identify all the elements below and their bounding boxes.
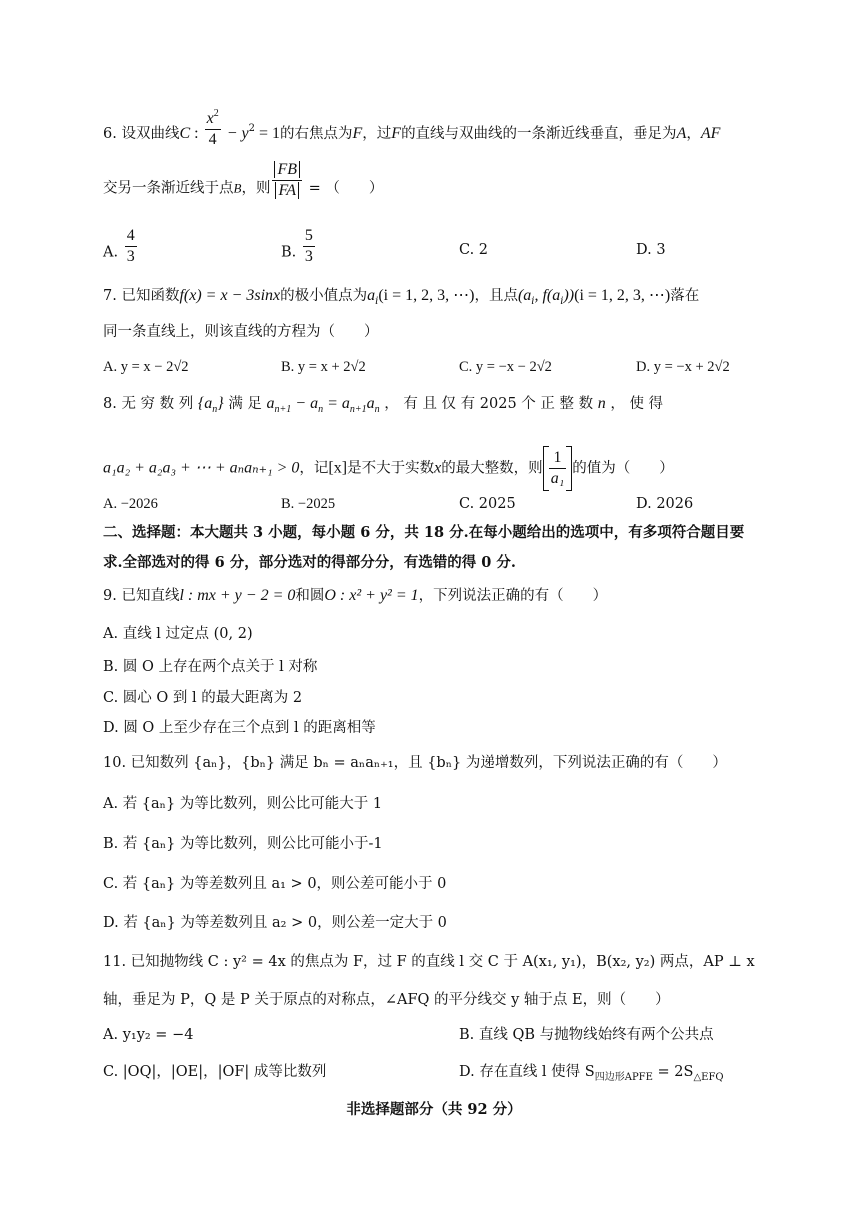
q10-option-b: B. 若 {aₙ} 为等比数列，则公比可能小于-1	[103, 836, 383, 852]
q6-text: 设双曲线	[121, 126, 180, 142]
section2-heading-line1: 二、选择题：本大题共 3 小题，每小题 6 分，共 18 分.在每小题给出的选项中，有多项符合题目要	[103, 524, 745, 541]
q7-option-a: A. y = x − 2√2	[103, 359, 189, 375]
q7-line2: 同一条直线上，则该直线的方程为（ ）	[103, 324, 379, 340]
q8-option-b: B. −2025	[281, 496, 336, 512]
q6-option-b: B. $\frac{5}{3}$	[281, 227, 313, 265]
q8-option-c: C. 2025	[459, 496, 516, 512]
q7-option-b: B. y = x + 2√2	[281, 359, 366, 375]
q8-line1: 8. 无 穷 数 列 $\{a_n\}$ 满 足 $a_{n+1} - a_n = a_{n+1}a_n$ ， 有 且 仅 有 2025 个 正 整 数 n ， 使 得	[103, 395, 664, 415]
q9-option-d: D. 圆 O 上至少存在三个点到 l 的距离相等	[103, 720, 376, 736]
q9-stem: 9. 已知直线l : mx + y − 2 = 0和圆O : x² + y² = 1，下列说法正确的有（ ）	[103, 587, 608, 604]
q8-option-d: D. 2026	[636, 496, 694, 512]
q11-option-d: D. 存在直线 l 使得 $S_{四边形APFE} = 2S_{\triangle EFQ}$	[459, 1064, 724, 1083]
q10-stem: 10. 已知数列 {aₙ}，{bₙ} 满足 bₙ = aₙaₙ₊₁，且 {bₙ} 为递增数列，下列说法正确的有（ ）	[103, 755, 727, 771]
q6-fraction-x2-over-4: $\frac{x^2}{4}$	[205, 104, 221, 150]
q8-line2: a₁a₂ + a₂a₃ + ⋯ + aₙaₙ₊₁ > 0，记[x]是不大于实数x的最大整数，则 $\frac{1}{\text{a₁}}$ 的值为（ ）	[103, 446, 674, 491]
q10-option-d: D. 若 {aₙ} 为等差数列且 a₂ > 0，则公差一定大于 0	[103, 915, 447, 931]
section3-title: 非选择题部分（共 92 分）	[346, 1101, 522, 1118]
q6-option-d: D. 3	[636, 242, 666, 258]
q8-floor-bracket: $\frac{1}{\text{a₁}}$	[543, 446, 573, 491]
q6-line1: 6. 设双曲线C : $\frac{x^2}{4}$ − $y^2 = 1$的右焦点为F，过F的直线与双曲线的一条渐近线垂直，垂足为A，AF	[103, 118, 720, 150]
q11-line2: 轴，垂足为 P，Q 是 P 关于原点的对称点，∠AFQ 的平分线交 y 轴于点 E，则（ ）	[103, 992, 670, 1008]
q11-line1: 11. 已知抛物线 C : y² = 4x 的焦点为 F，过 F 的直线 l 交 C 于 A(x₁, y₁)，B(x₂, y₂) 两点，AP ⊥ x	[103, 954, 755, 970]
q8-sum: a₁a₂ + a₂a₃ + ⋯ + aₙaₙ₊₁ > 0	[103, 459, 300, 477]
q7-option-d: D. y = −x + 2√2	[636, 359, 730, 375]
q11-option-c: C. |OQ|，|OE|，|OF| 成等比数列	[103, 1064, 327, 1080]
q11-option-a: A. y₁y₂ = −4	[103, 1027, 194, 1043]
q11-option-b: B. 直线 QB 与抛物线始终有两个公共点	[459, 1027, 714, 1043]
q10-option-c: C. 若 {aₙ} 为等差数列且 a₁ > 0，则公差可能小于 0	[103, 876, 447, 892]
q7-option-c: C. y = −x − 2√2	[459, 359, 552, 375]
q6-number: 6.	[103, 126, 117, 142]
q6-line2: 交另一条渐近线于点B，则 $\frac{FB}{FA}$ = （ ）	[103, 161, 384, 199]
q6-option-a: A. $\frac{4}{3}$	[103, 227, 135, 265]
q6-fraction-fb-over-fa: $\frac{FB}{FA}$	[272, 160, 302, 201]
q10-option-a: A. 若 {aₙ} 为等比数列，则公比可能大于 1	[103, 796, 383, 812]
q9-option-a: A. 直线 l 过定点 (0, 2)	[103, 626, 253, 642]
q7-line1: 7. 已知函数f(x) = x − 3sinx的极小值点为$a_i(i = 1$, 2, 3, ⋯)，且点($a_i$, $f(a_i))(i = 1$, 2, 3, ⋯)落在	[103, 287, 700, 307]
q6-option-c: C. 2	[459, 242, 489, 258]
section2-heading-line2: 求.全部选对的得 6 分，部分选对的得部分分，有选错的得 0 分.	[103, 554, 516, 571]
q8-option-a: A. −2026	[103, 496, 158, 512]
q9-option-c: C. 圆心 O 到 l 的最大距离为 2	[103, 690, 303, 706]
q9-option-b: B. 圆 O 上存在两个点关于 l 对称	[103, 659, 318, 675]
